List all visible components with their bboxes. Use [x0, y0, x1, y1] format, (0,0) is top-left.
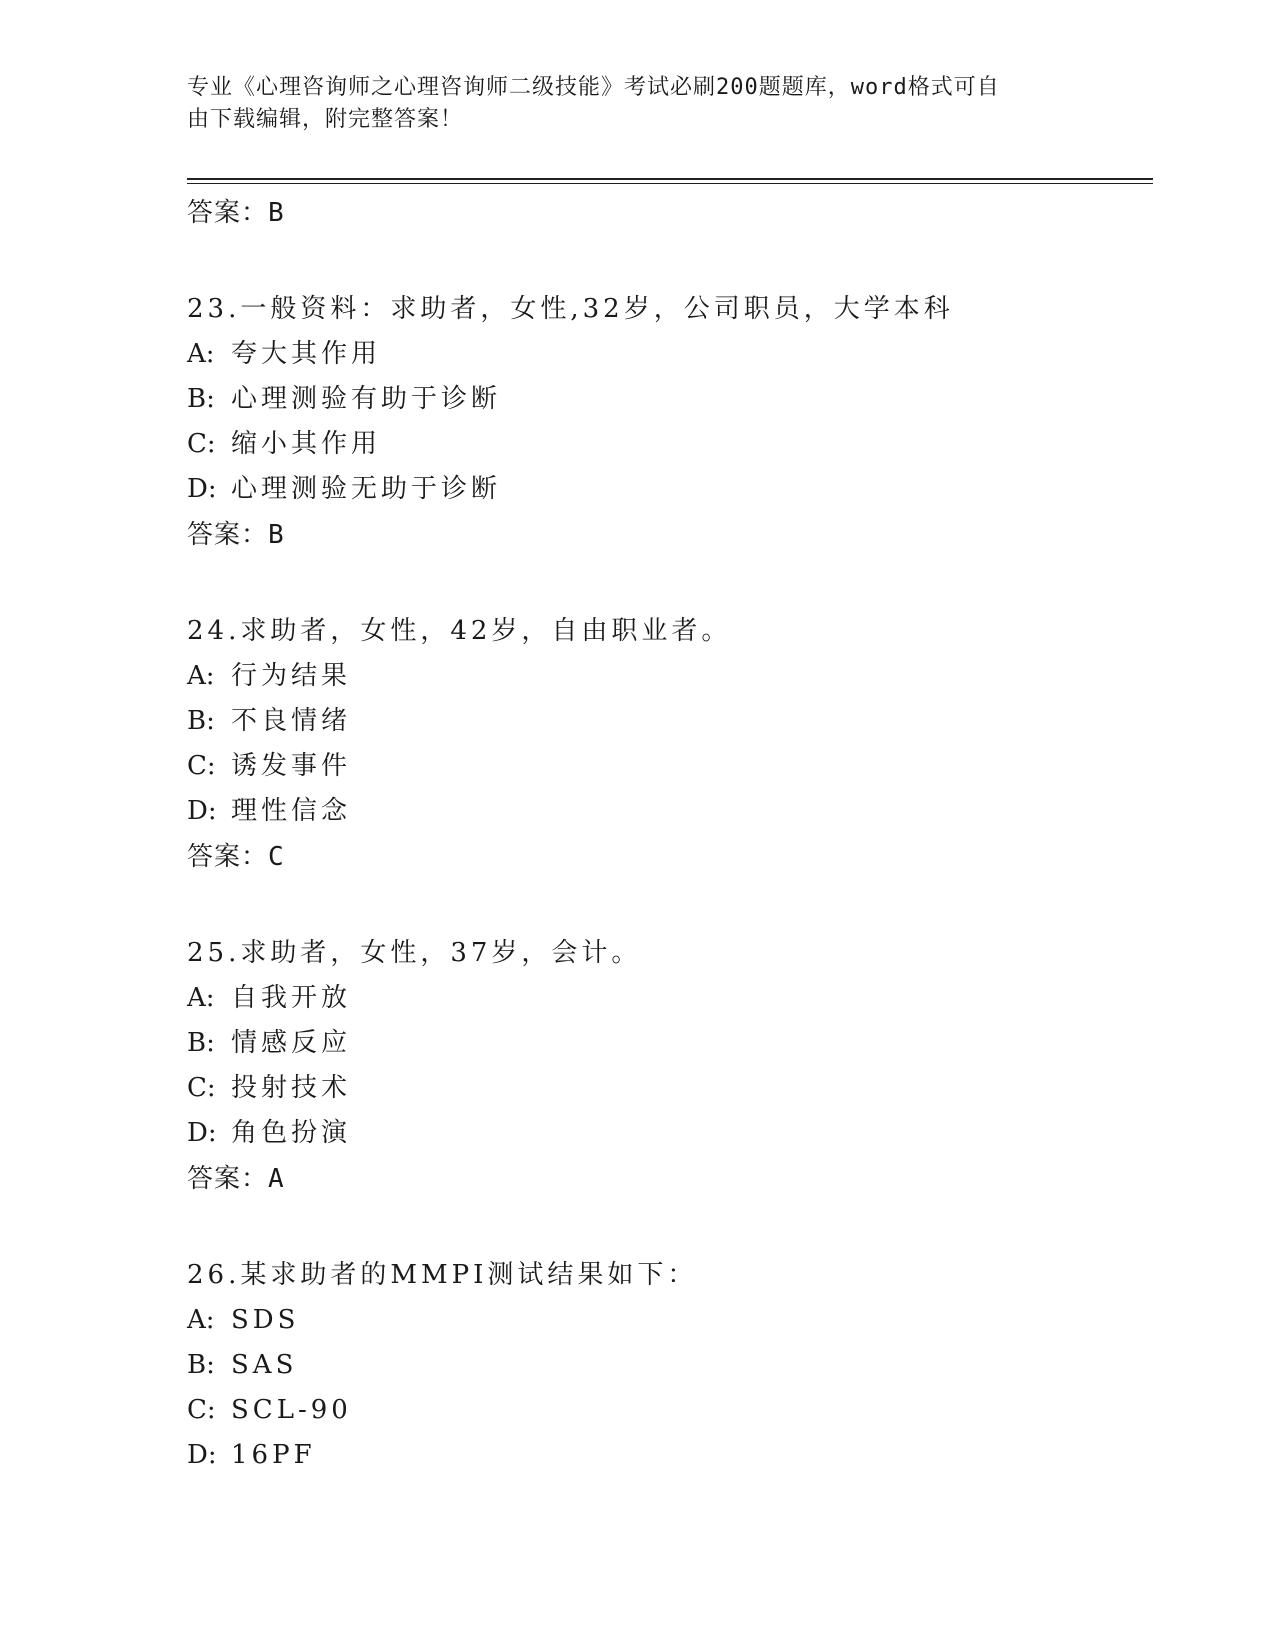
question-block-25 — [187, 930, 1147, 1202]
question-stem: 26.某求助者的MMPI测试结果如下： — [187, 1260, 698, 1290]
option-d: D: 角色扮演 — [187, 1118, 352, 1148]
document-header — [187, 72, 1067, 136]
answer-line: 答案：C — [187, 842, 285, 872]
option-b: B: 情感反应 — [187, 1028, 352, 1058]
header-title-line-2: 由下载编辑，附完整答案！ — [187, 107, 464, 132]
option-b: B: 不良情绪 — [187, 706, 352, 736]
answer-line: 答案：B — [187, 520, 285, 550]
option-c: C: 缩小其作用 — [187, 429, 382, 459]
option-b: B: 心理测验有助于诊断 — [187, 384, 502, 414]
option-a: A: 行为结果 — [187, 661, 352, 691]
header-divider-thin — [187, 183, 1153, 184]
previous-answer: 答案：B — [187, 198, 285, 228]
option-c: C: 投射技术 — [187, 1073, 352, 1103]
question-stem: 24.求助者，女性，42岁，自由职业者。 — [187, 616, 732, 646]
question-list — [187, 190, 1147, 1478]
question-block-23 — [187, 286, 1147, 558]
option-d: D: 理性信念 — [187, 796, 352, 826]
option-a: A: SDS — [187, 1305, 300, 1335]
option-a: A: 自我开放 — [187, 983, 352, 1013]
answer-line: 答案：A — [187, 1164, 285, 1194]
question-block-26 — [187, 1252, 1147, 1478]
option-a: A: 夸大其作用 — [187, 339, 382, 369]
option-c: C: 诱发事件 — [187, 751, 352, 781]
question-stem: 23.一般资料：求助者，女性,32岁，公司职员，大学本科 — [187, 294, 954, 324]
question-block-24 — [187, 608, 1147, 880]
question-stem: 25.求助者，女性，37岁，会计。 — [187, 938, 642, 968]
header-divider-thick — [187, 178, 1153, 180]
option-c: C: SCL-90 — [187, 1395, 352, 1425]
option-b: B: SAS — [187, 1350, 298, 1380]
option-d: D: 16PF — [187, 1440, 316, 1470]
header-title-line-1: 专业《心理咨询师之心理咨询师二级技能》考试必刷200题题库，word格式可自 — [187, 75, 1000, 100]
option-d: D: 心理测验无助于诊断 — [187, 474, 502, 504]
